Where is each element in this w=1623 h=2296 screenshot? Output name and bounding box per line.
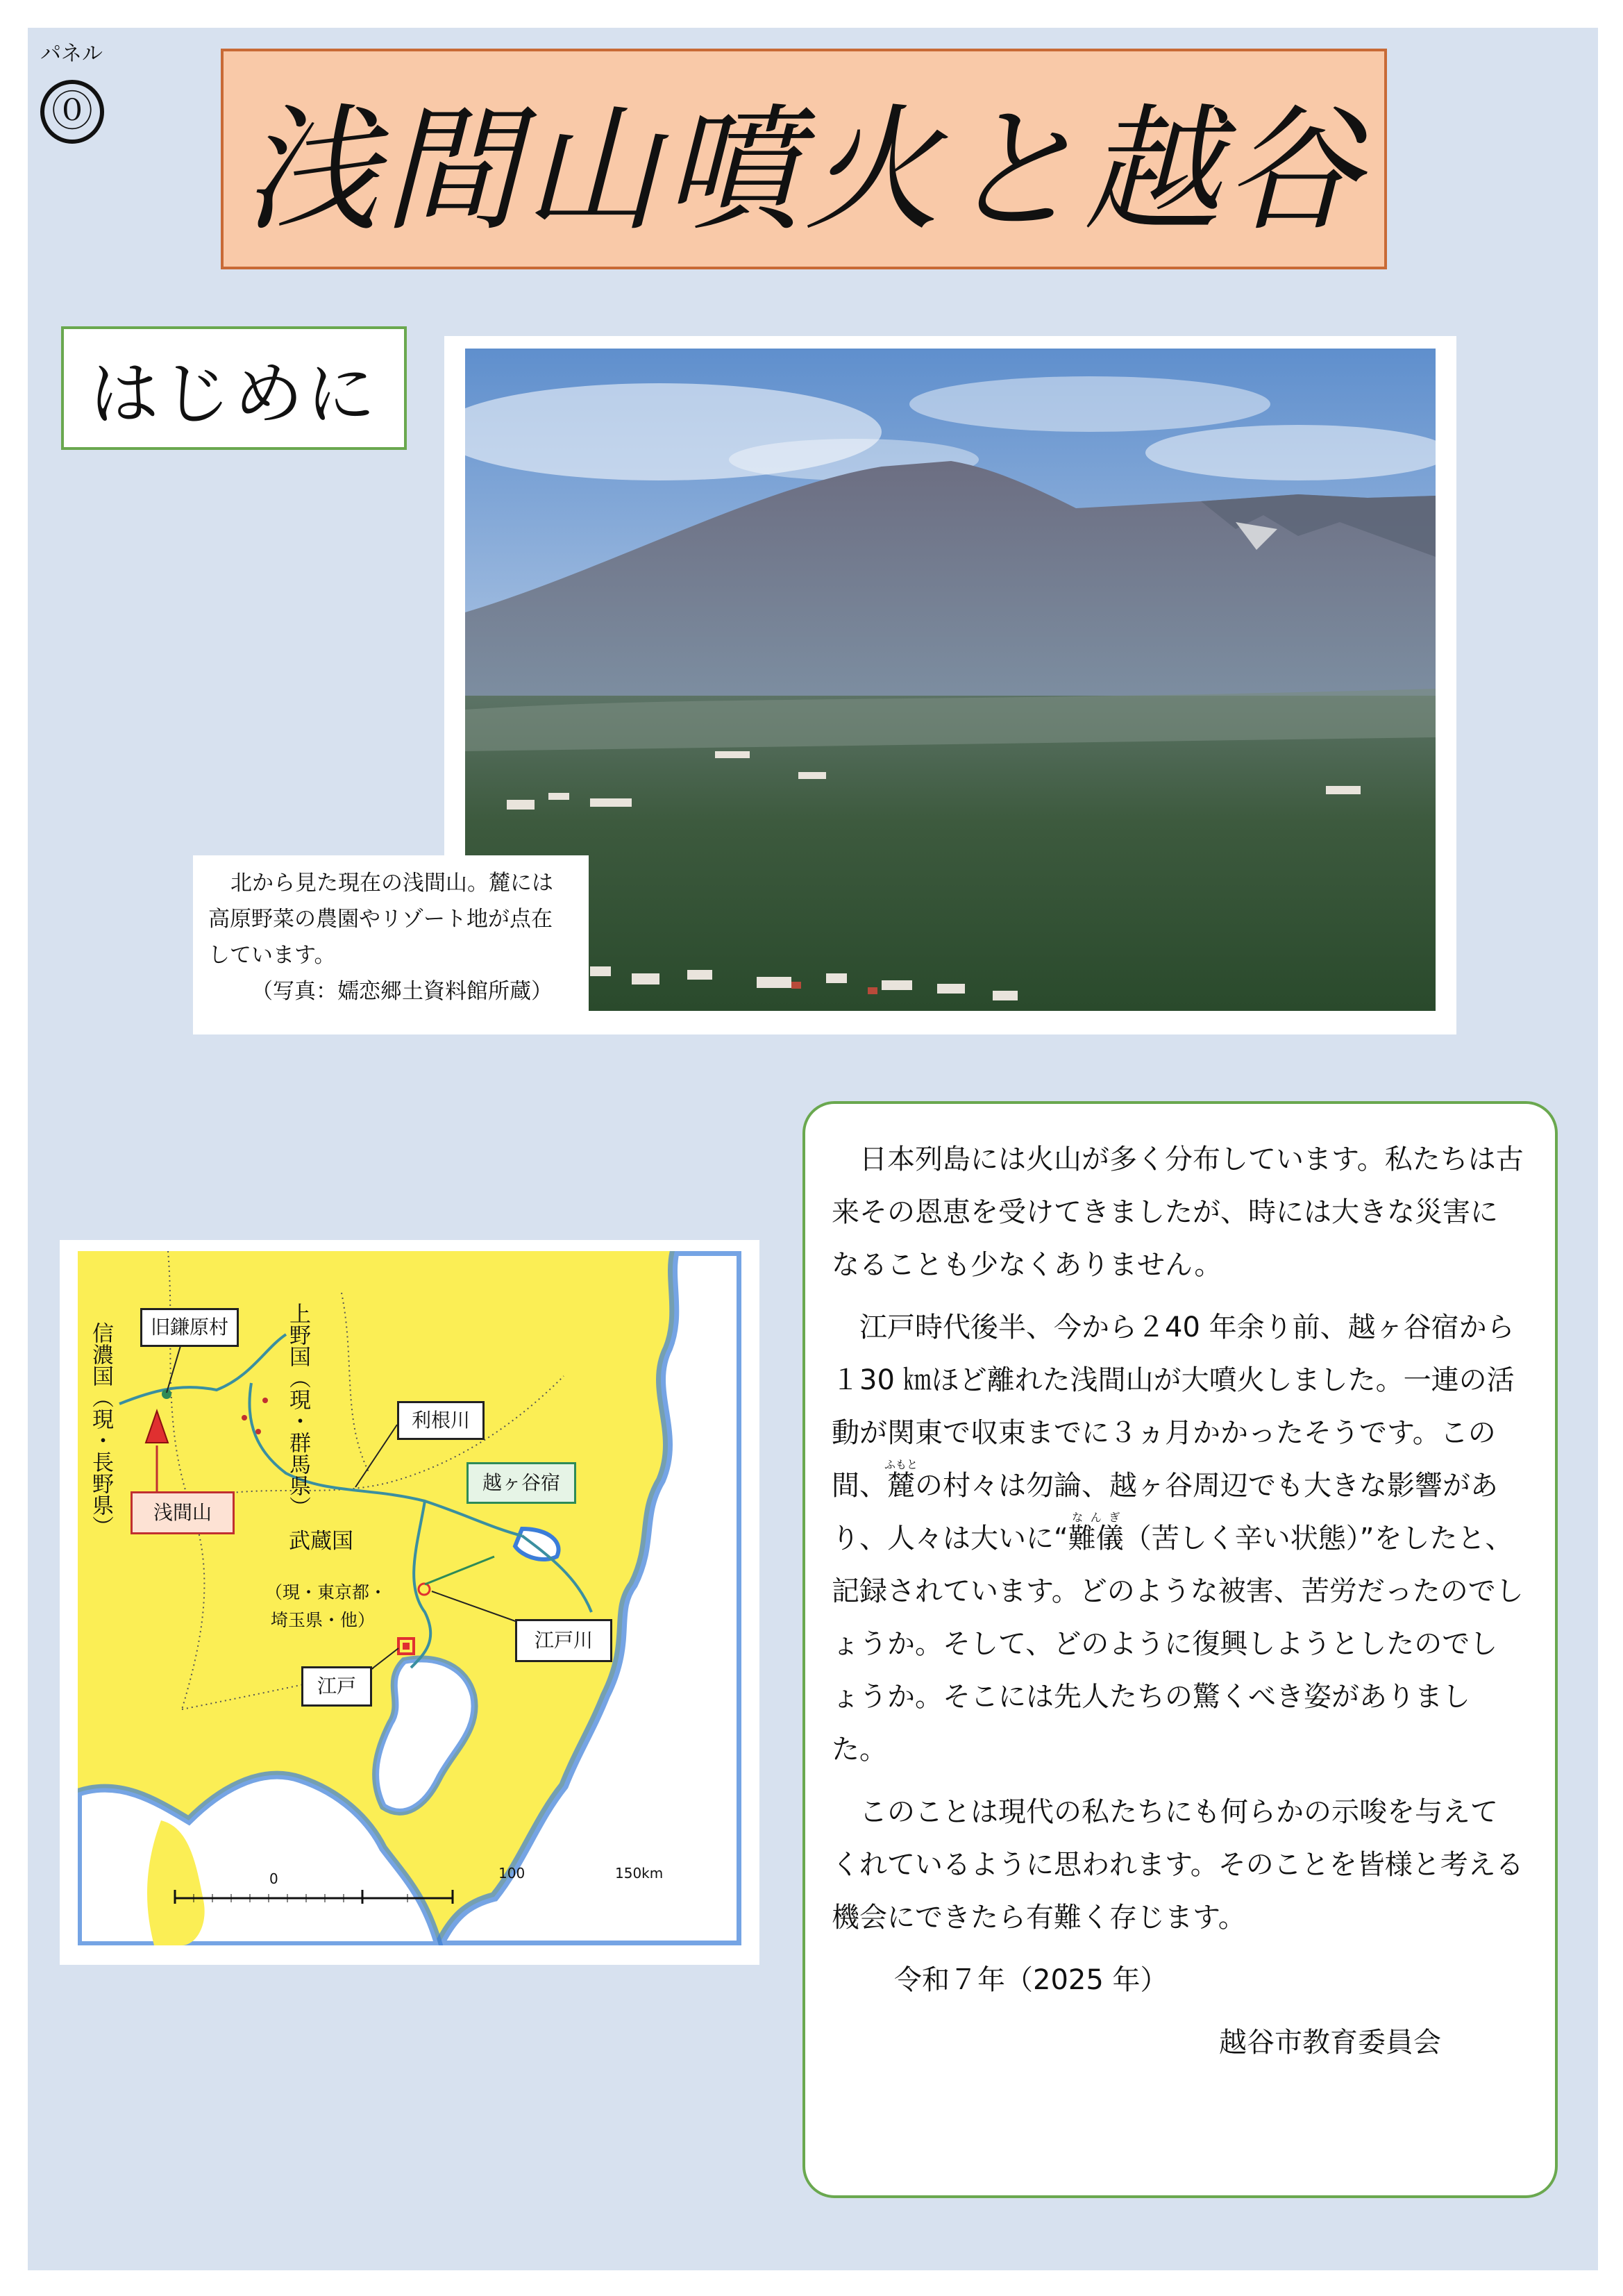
signature-organization: 越谷市教育委員会 bbox=[1219, 2027, 1441, 2059]
photo-caption bbox=[193, 855, 589, 1034]
para2-part-a: 江戸時代後半、今から２40 年余り前、越ヶ谷宿から１30 ㎞ほど離れた浅間山が大噴火しました。一連の活動が関東で収束までに３ヵ月かかったそうです。この間、 bbox=[832, 1312, 1515, 1502]
intro-text-box bbox=[802, 1101, 1558, 2198]
page-title: 浅間山噴火と越谷 bbox=[242, 92, 1365, 250]
section-heading-box bbox=[61, 326, 407, 450]
asama-photo bbox=[465, 349, 1436, 1011]
signature-date: 令和７年（2025 年） bbox=[894, 1964, 1168, 1996]
caption-line: しています。 bbox=[208, 943, 336, 968]
scale-mid: 100 bbox=[498, 1865, 525, 1882]
map-label-kozuke: 上野国（現・群馬県） bbox=[285, 1302, 310, 1518]
map-label-tone: 利根川 bbox=[397, 1401, 485, 1440]
caption-line: 高原野菜の農園やリゾート地が点在 bbox=[208, 907, 553, 932]
map-label-edogawa: 江戸川 bbox=[515, 1619, 612, 1662]
para2-part-b: の村々は勿論、越ヶ谷周辺でも大きな影響があり、人々は大いに“ bbox=[832, 1470, 1498, 1555]
scale-end: 150km bbox=[615, 1865, 664, 1882]
map-frame bbox=[60, 1240, 759, 1965]
panel-number: ⓪ bbox=[40, 80, 104, 144]
intro-paragraph-3: このことは現代の私たちにも何らかの示唆を与えてくれているように思われます。そのことを皆様と考える機会にできたら有難く存じます。 bbox=[832, 1796, 1524, 1934]
map-note-musashi-2: 埼玉県・他） bbox=[271, 1610, 376, 1630]
map-label-kanbara: 旧鎌原村 bbox=[140, 1308, 239, 1347]
scale-zero: 0 bbox=[269, 1870, 278, 1887]
ruby-fumoto: 麓ふもと bbox=[884, 1458, 918, 1502]
para2-part-c: （苦しく辛い状態）”をしたと、記録されています。どのような被害、苦労だったのでしょうか。そして、どのように復興しようとしたのでしょうか。そこには先人たちの驚くべき姿がありました。 bbox=[832, 1523, 1524, 1766]
map-label-edo: 江戸 bbox=[301, 1666, 372, 1707]
intro-paragraph-2 bbox=[832, 1301, 1524, 1776]
ruby-nangi: 難儀なんぎ bbox=[1068, 1511, 1124, 1555]
map-label-shinano: 信濃国（現・長野県） bbox=[88, 1322, 113, 1537]
caption-line: 北から見た現在の浅間山。麓には bbox=[230, 871, 553, 896]
intro-paragraph-1: 日本列島には火山が多く分布しています。私たちは古来その恩恵を受けてきましたが、時には大きな災害になることも少なくありません。 bbox=[832, 1143, 1524, 1281]
map-note-musashi-1: （現・東京都・ bbox=[265, 1582, 387, 1602]
section-heading: はじめに bbox=[90, 353, 378, 435]
kanto-map bbox=[78, 1251, 741, 1945]
panel-label: パネル bbox=[40, 42, 103, 66]
map-label-koshigaya: 越ヶ谷宿 bbox=[466, 1462, 576, 1504]
title-banner bbox=[221, 49, 1387, 269]
caption-credit: （写真：嬬恋郷土資料館所蔵） bbox=[251, 979, 553, 1004]
map-label-asama: 浅間山 bbox=[131, 1491, 235, 1534]
map-label-musashi: 武蔵国 bbox=[289, 1529, 353, 1554]
